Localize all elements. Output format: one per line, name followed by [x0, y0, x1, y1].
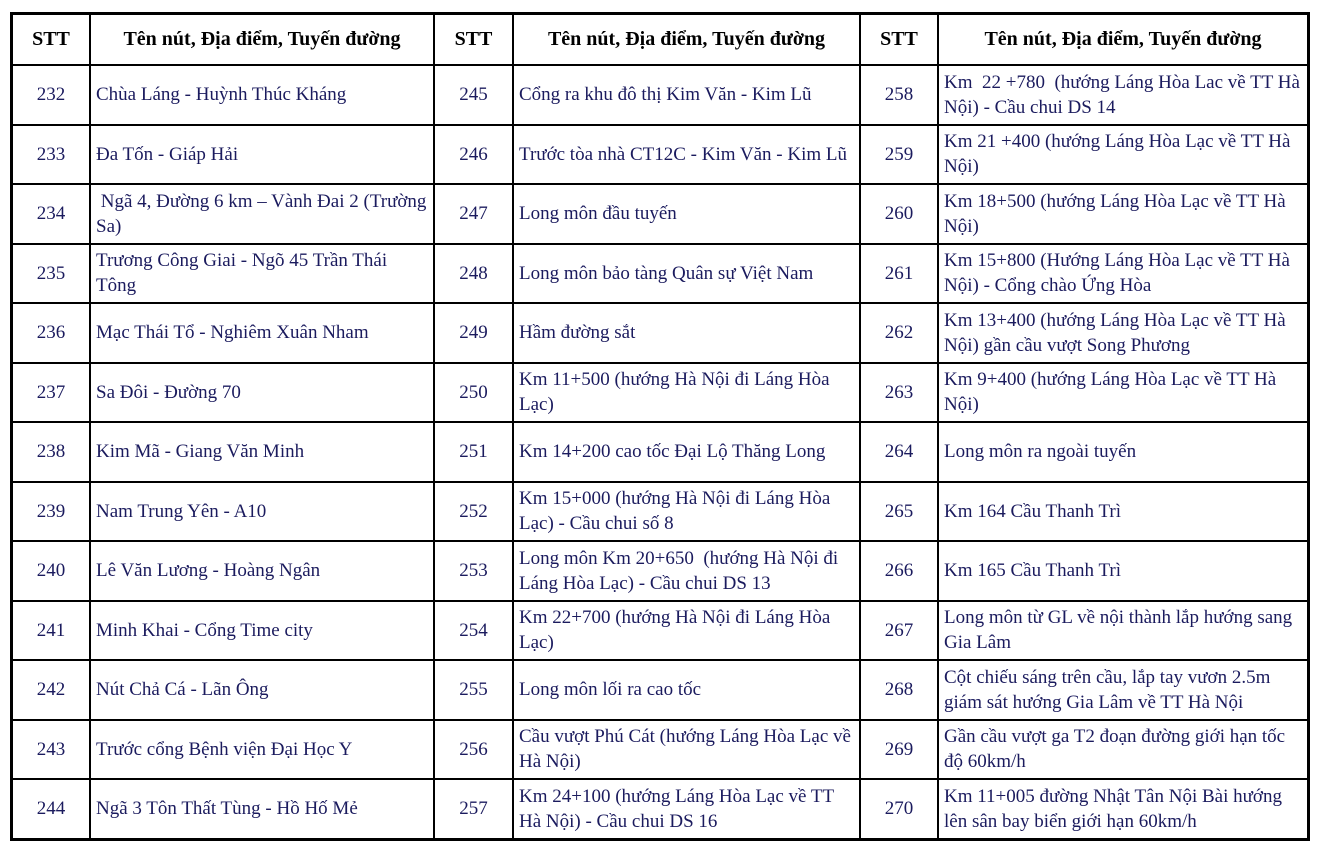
location-cell: Long môn ra ngoài tuyến — [938, 422, 1308, 482]
location-cell: Km 15+800 (Hướng Láng Hòa Lạc về TT Hà Nội) - Cổng chào Ứng Hòa — [938, 244, 1308, 304]
stt-cell: 234 — [12, 184, 90, 244]
stt-cell: 247 — [434, 184, 513, 244]
location-cell: Ngã 3 Tôn Thất Tùng - Hồ Hố Mẻ — [90, 779, 434, 839]
stt-cell: 258 — [860, 65, 938, 125]
stt-cell: 244 — [12, 779, 90, 839]
location-cell: Long môn lối ra cao tốc — [513, 660, 860, 720]
stt-cell: 264 — [860, 422, 938, 482]
location-cell: Cổng ra khu đô thị Kim Văn - Kim Lũ — [513, 65, 860, 125]
stt-cell: 232 — [12, 65, 90, 125]
location-cell: Km 11+005 đường Nhật Tân Nội Bài hướng lên sân bay biển giới hạn 60km/h — [938, 779, 1308, 839]
stt-cell: 262 — [860, 303, 938, 363]
location-cell: Trước tòa nhà CT12C - Kim Văn - Kim Lũ — [513, 125, 860, 185]
location-cell: Kim Mã - Giang Văn Minh — [90, 422, 434, 482]
header-cell-stt-group1: STT — [12, 14, 90, 65]
location-cell: Gần cầu vượt ga T2 đoạn đường giới hạn tốc độ 60km/h — [938, 720, 1308, 780]
header-cell-name-group2: Tên nút, Địa điểm, Tuyến đường — [513, 14, 860, 65]
stt-cell: 265 — [860, 482, 938, 542]
location-cell: Km 22 +780 (hướng Láng Hòa Lac về TT Hà Nội) - Cầu chui DS 14 — [938, 65, 1308, 125]
location-cell: Km 21 +400 (hướng Láng Hòa Lạc về TT Hà Nội) — [938, 125, 1308, 185]
location-cell: Km 165 Cầu Thanh Trì — [938, 541, 1308, 601]
stt-cell: 257 — [434, 779, 513, 839]
stt-cell: 250 — [434, 363, 513, 423]
location-cell: Km 11+500 (hướng Hà Nội đi Láng Hòa Lạc) — [513, 363, 860, 423]
location-cell: Km 22+700 (hướng Hà Nội đi Láng Hòa Lạc) — [513, 601, 860, 661]
stt-cell: 254 — [434, 601, 513, 661]
stt-cell: 268 — [860, 660, 938, 720]
location-cell: Cầu vượt Phú Cát (hướng Láng Hòa Lạc về Hà Nội) — [513, 720, 860, 780]
stt-cell: 243 — [12, 720, 90, 780]
stt-cell: 249 — [434, 303, 513, 363]
stt-cell: 252 — [434, 482, 513, 542]
stt-cell: 260 — [860, 184, 938, 244]
location-cell: Km 15+000 (hướng Hà Nội đi Láng Hòa Lạc) - Cầu chui số 8 — [513, 482, 860, 542]
location-cell: Km 9+400 (hướng Láng Hòa Lạc về TT Hà Nội) — [938, 363, 1308, 423]
stt-cell: 235 — [12, 244, 90, 304]
location-cell: Hầm đường sắt — [513, 303, 860, 363]
stt-cell: 263 — [860, 363, 938, 423]
stt-cell: 256 — [434, 720, 513, 780]
stt-cell: 246 — [434, 125, 513, 185]
location-cell: Nút Chả Cá - Lãn Ông — [90, 660, 434, 720]
header-cell-stt-group2: STT — [434, 14, 513, 65]
location-cell: Long môn bảo tàng Quân sự Việt Nam — [513, 244, 860, 304]
location-cell: Trương Công Giai - Ngõ 45 Trần Thái Tông — [90, 244, 434, 304]
location-cell: Đa Tốn - Giáp Hải — [90, 125, 434, 185]
stt-cell: 242 — [12, 660, 90, 720]
header-cell-stt-group3: STT — [860, 14, 938, 65]
stt-cell: 233 — [12, 125, 90, 185]
header-cell-name-group1: Tên nút, Địa điểm, Tuyến đường — [90, 14, 434, 65]
stt-cell: 245 — [434, 65, 513, 125]
stt-cell: 241 — [12, 601, 90, 661]
location-cell: Km 13+400 (hướng Láng Hòa Lạc về TT Hà Nội) gần cầu vượt Song Phương — [938, 303, 1308, 363]
stt-cell: 238 — [12, 422, 90, 482]
location-cell: Trước cổng Bệnh viện Đại Học Y — [90, 720, 434, 780]
location-cell: Km 14+200 cao tốc Đại Lộ Thăng Long — [513, 422, 860, 482]
stt-cell: 267 — [860, 601, 938, 661]
location-cell: Long môn từ GL về nội thành lắp hướng sang Gia Lâm — [938, 601, 1308, 661]
location-cell: Km 18+500 (hướng Láng Hòa Lạc về TT Hà Nội) — [938, 184, 1308, 244]
stt-cell: 248 — [434, 244, 513, 304]
stt-cell: 236 — [12, 303, 90, 363]
location-cell: Km 164 Cầu Thanh Trì — [938, 482, 1308, 542]
location-cell: Long môn Km 20+650 (hướng Hà Nội đi Láng Hòa Lạc) - Cầu chui DS 13 — [513, 541, 860, 601]
location-cell: Ngã 4, Đường 6 km – Vành Đai 2 (Trường Sa) — [90, 184, 434, 244]
stt-cell: 239 — [12, 482, 90, 542]
stt-cell: 255 — [434, 660, 513, 720]
header-cell-name-group3: Tên nút, Địa điểm, Tuyến đường — [938, 14, 1308, 65]
stt-cell: 240 — [12, 541, 90, 601]
location-cell: Lê Văn Lương - Hoàng Ngân — [90, 541, 434, 601]
stt-cell: 237 — [12, 363, 90, 423]
location-cell: Long môn đầu tuyến — [513, 184, 860, 244]
stt-cell: 259 — [860, 125, 938, 185]
stt-cell: 251 — [434, 422, 513, 482]
traffic-locations-table — [10, 12, 1310, 841]
location-cell: Nam Trung Yên - A10 — [90, 482, 434, 542]
location-cell: Km 24+100 (hướng Láng Hòa Lạc về TT Hà Nội) - Cầu chui DS 16 — [513, 779, 860, 839]
location-cell: Minh Khai - Cổng Time city — [90, 601, 434, 661]
stt-cell: 253 — [434, 541, 513, 601]
stt-cell: 266 — [860, 541, 938, 601]
stt-cell: 261 — [860, 244, 938, 304]
location-cell: Mạc Thái Tổ - Nghiêm Xuân Nham — [90, 303, 434, 363]
location-cell: Sa Đôi - Đường 70 — [90, 363, 434, 423]
location-cell: Cột chiếu sáng trên cầu, lắp tay vươn 2.5m giám sát hướng Gia Lâm về TT Hà Nội — [938, 660, 1308, 720]
stt-cell: 269 — [860, 720, 938, 780]
stt-cell: 270 — [860, 779, 938, 839]
location-cell: Chùa Láng - Huỳnh Thúc Kháng — [90, 65, 434, 125]
